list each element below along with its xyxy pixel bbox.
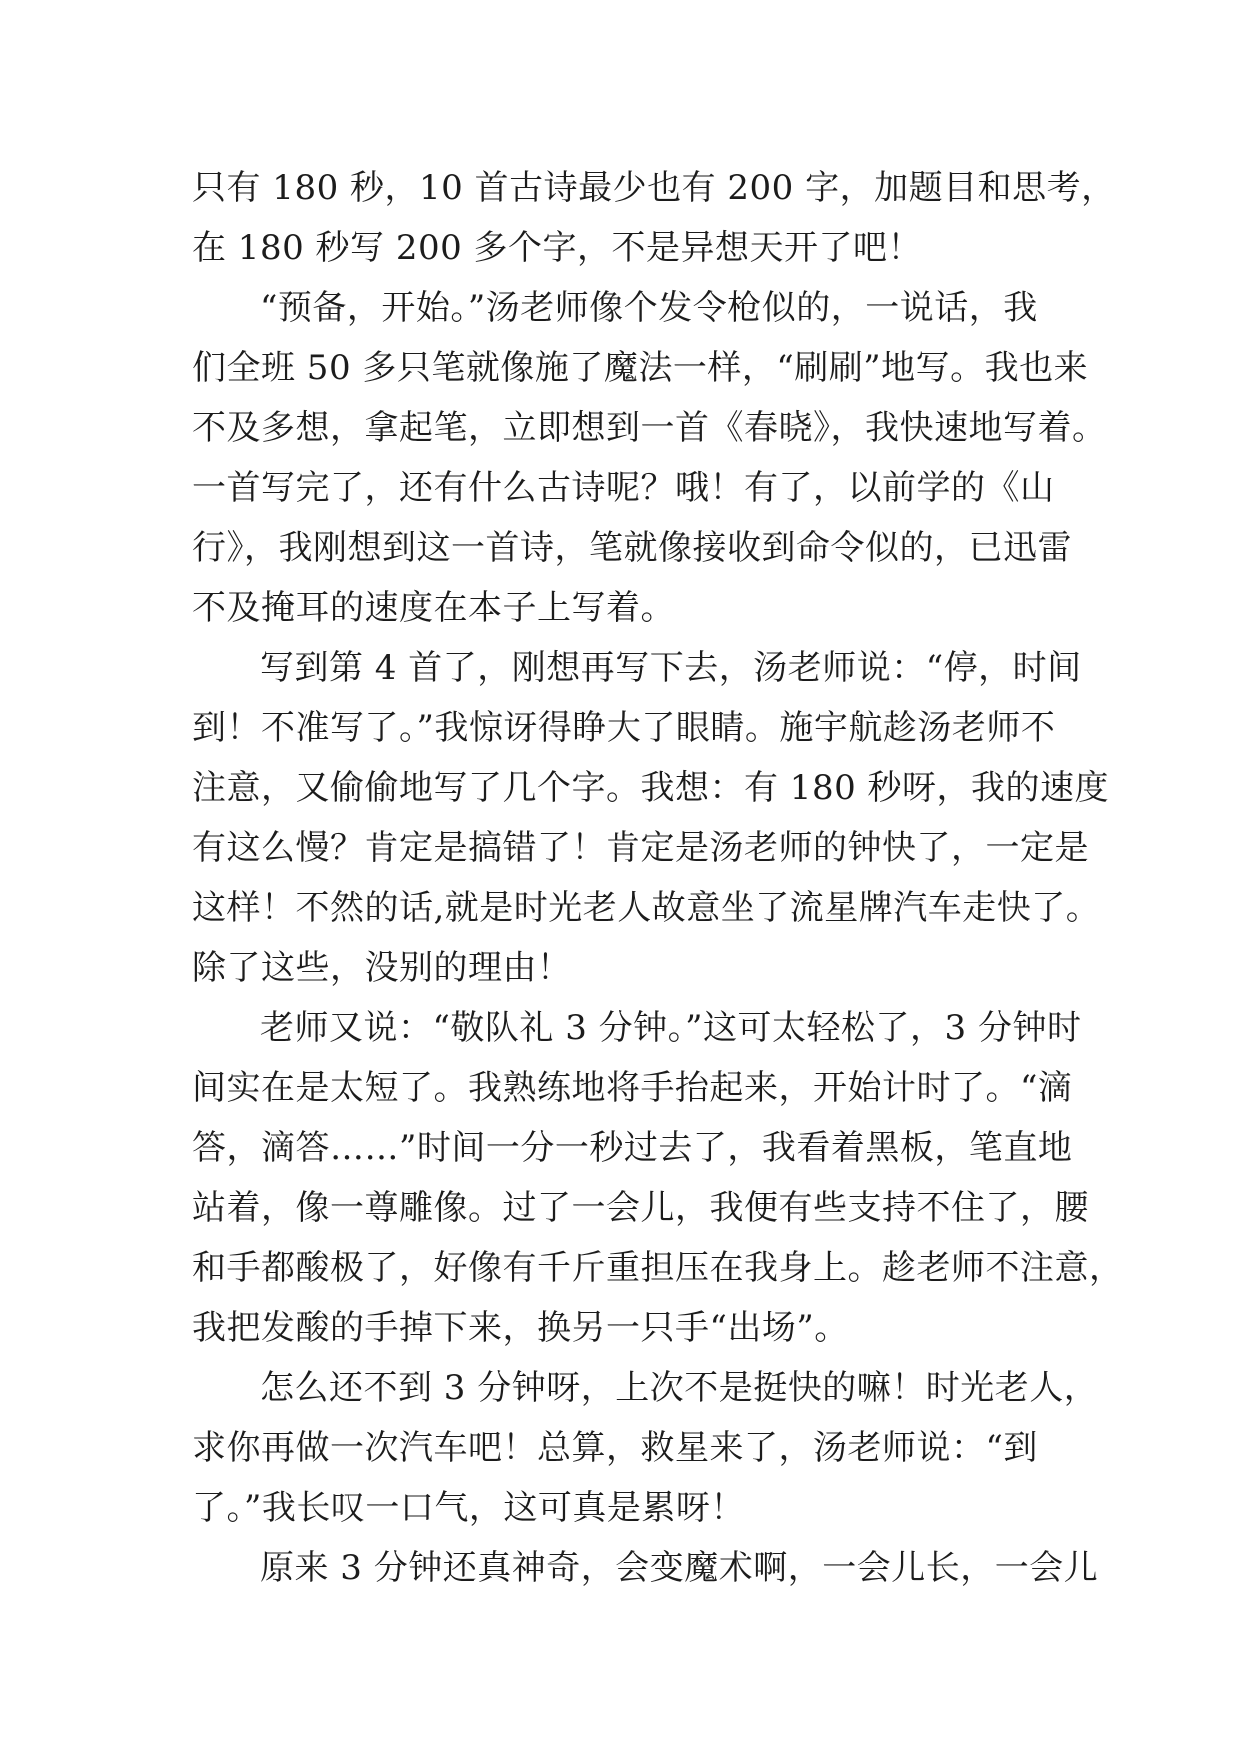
text-line: “预备，开始。”汤老师像个发令枪似的，一说话，我	[260, 288, 1038, 328]
text-line: 间实在是太短了。我熟练地将手抬起来，开始计时了。“滴	[192, 1068, 1073, 1108]
text-line: 一首写完了，还有什么古诗呢？哦！有了，以前学的《山	[192, 468, 1055, 508]
text-line: 注意，又偷偷地写了几个字。我想：有 180 秒呀，我的速度	[192, 768, 1110, 808]
text-line: 在 180 秒写 200 多个字，不是异想天开了吧！	[192, 228, 923, 268]
text-line: 我把发酸的手掉下来，换另一只手“出场”。	[192, 1308, 849, 1348]
text-line: 站着，像一尊雕像。过了一会儿，我便有些支持不住了，腰	[192, 1188, 1089, 1228]
text-line: 老师又说：“敬队礼 3 分钟。”这可太轻松了，3 分钟时	[260, 1008, 1082, 1048]
text-line: 有这么慢？肯定是搞错了！肯定是汤老师的钟快了，一定是	[192, 828, 1089, 868]
text-line: 原来 3 分钟还真神奇，会变魔术啊，一会儿长，一会儿	[260, 1548, 1099, 1588]
text-line: 了。”我长叹一口气，这可真是累呀！	[192, 1488, 745, 1528]
text-line: 行》，我刚想到这一首诗，笔就像接收到命令似的，已迅雷	[192, 528, 1072, 568]
text-line: 只有 180 秒，10 首古诗最少也有 200 字，加题目和思考，	[192, 168, 1116, 208]
text-line: 不及多想，拿起笔，立即想到一首《春晓》，我快速地写着。	[192, 408, 1107, 448]
essay-body	[192, 158, 1124, 1598]
text-line: 求你再做一次汽车吧！总算，救星来了，汤老师说：“到	[192, 1428, 1038, 1468]
text-line: 怎么还不到 3 分钟呀，上次不是挺快的嘛！时光老人，	[260, 1368, 1099, 1408]
text-line: 到！不准写了。”我惊讶得睁大了眼睛。施宇航趁汤老师不	[192, 708, 1056, 748]
text-line: 除了这些，没别的理由！	[192, 948, 572, 988]
text-line: 这样！不然的话,就是时光老人故意坐了流星牌汽车走快了。	[192, 888, 1101, 928]
text-line: 写到第 4 首了，刚想再写下去，汤老师说：“停，时间	[260, 648, 1082, 688]
text-line: 答，滴答……”时间一分一秒过去了，我看着黑板，笔直地	[192, 1128, 1073, 1168]
text-line: 们全班 50 多只笔就像施了魔法一样，“刷刷”地写。我也来	[192, 348, 1089, 388]
text-line: 和手都酸极了，好像有千斤重担压在我身上。趁老师不注意，	[192, 1248, 1124, 1288]
text-line: 不及掩耳的速度在本子上写着。	[192, 588, 675, 628]
